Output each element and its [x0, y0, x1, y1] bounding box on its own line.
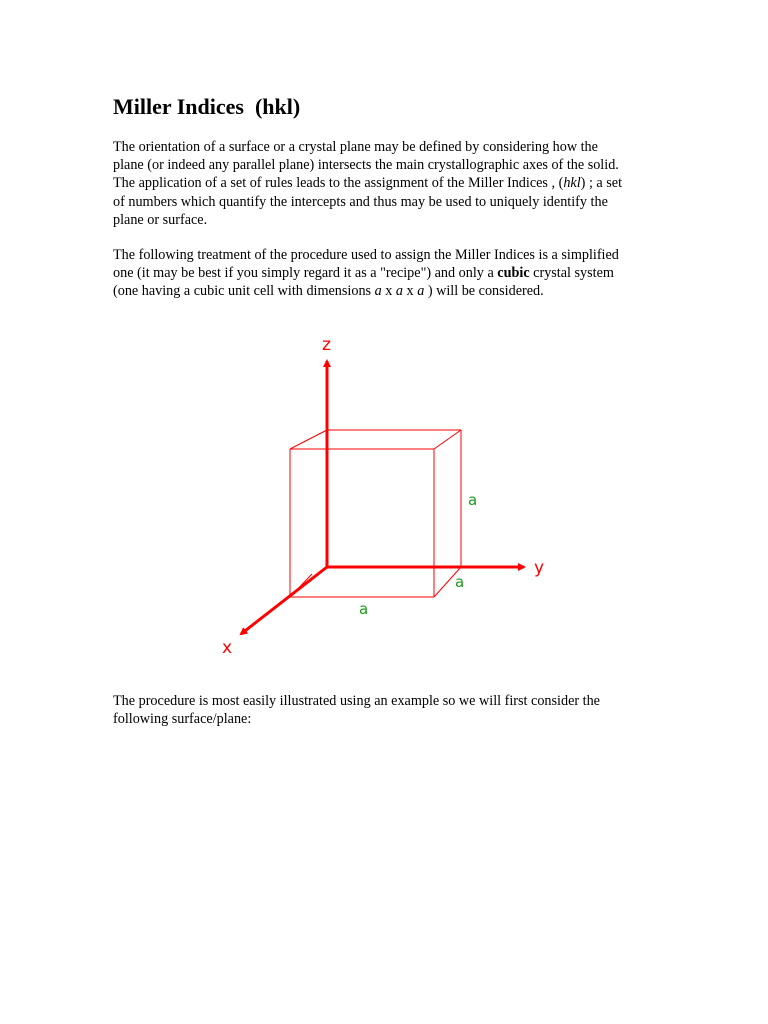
z-axis-label: z [322, 335, 331, 355]
cube-edge [290, 430, 327, 449]
text-fragment: one (it may be best if you simply regard it as a "recipe") and only a [113, 265, 498, 282]
text-line: The orientation of a surface or a crystal plane may be defined by considering how the [113, 139, 598, 155]
dimension-a-emphasis: a [374, 283, 382, 300]
text-line: plane (or indeed any parallel plane) intersects the main crystallographic axes of the solid. [113, 157, 619, 174]
x-axis [241, 567, 327, 634]
x-axis-label: x [222, 638, 233, 658]
text-fragment: The application of a set of rules leads to the assignment of the Miller Indices , ( [113, 175, 564, 192]
page-title: Miller Indices (hkl) [113, 94, 301, 119]
text-fragment: x [381, 283, 396, 300]
text-line: The following treatment of the procedure used to assign the Miller Indices is a simplified [113, 247, 619, 263]
text-line: following surface/plane: [113, 711, 252, 728]
dimension-a-emphasis: a [395, 283, 403, 300]
text-fragment: ) will be considered. [424, 283, 544, 300]
text-fragment: x [403, 283, 418, 300]
text-fragment: crystal system [529, 265, 614, 282]
cube-edge [434, 430, 461, 449]
depth-edge-label: a [455, 573, 465, 591]
text-line: plane or surface. [113, 211, 208, 228]
text-fragment: (one having a cubic unit cell with dimensions [113, 283, 375, 300]
vertical-edge-label: a [468, 491, 478, 509]
example-paragraph [113, 692, 653, 728]
dimension-a-emphasis: a [417, 283, 425, 300]
width-edge-label: a [359, 600, 369, 618]
text-line: The procedure is most easily illustrated using an example so we will first consider the [113, 693, 600, 709]
text-fragment: ) ; a set [580, 175, 623, 192]
y-axis-label: y [534, 558, 545, 578]
crystal-axes [241, 361, 524, 634]
text-line: of numbers which quantify the intercepts and thus may be used to uniquely identify the [113, 193, 608, 210]
hkl-emphasis: hkl [563, 175, 581, 192]
unit-cell-cube [290, 430, 461, 597]
cubic-emphasis: cubic [497, 265, 530, 282]
